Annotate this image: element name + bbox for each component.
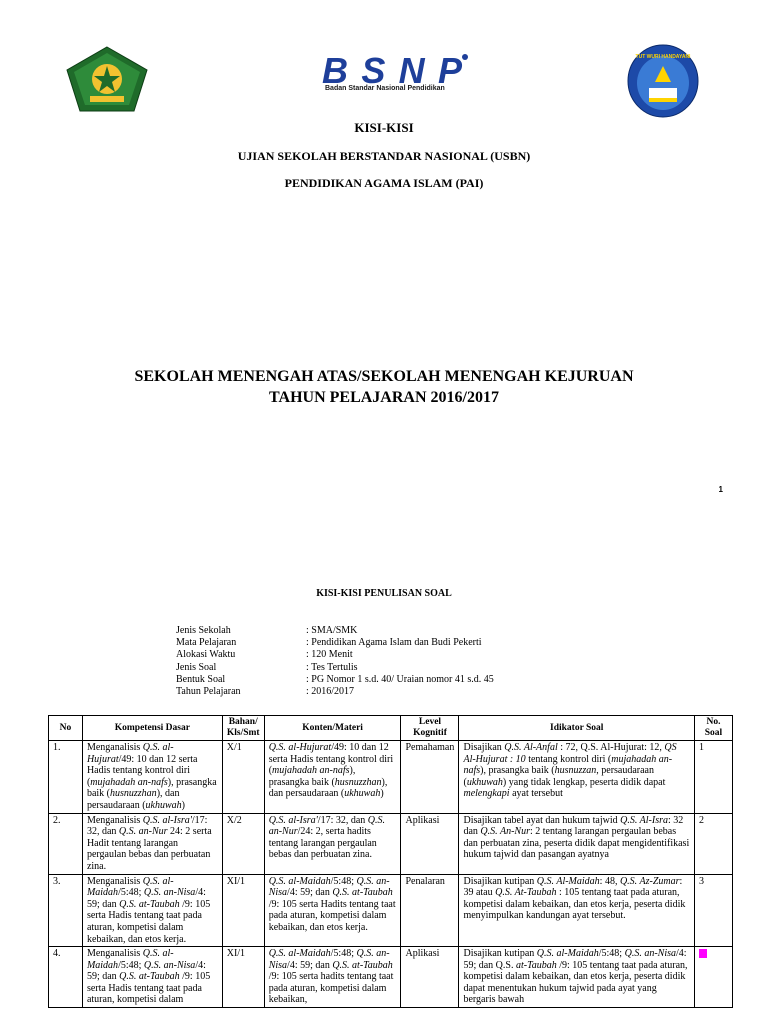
exam-info-label: Mata Pelajaran: [176, 637, 237, 649]
kemenag-logo: [66, 46, 148, 112]
column-header-level: Level Kognitif: [401, 716, 459, 741]
exam-info-row: [176, 662, 494, 674]
cell-indikator-soal: Disajikan tabel ayat dan hukum tajwid Q.S. Al-Isra: 32 dan Q.S. An-Nur: 2 tentang larangan pergaulan bebas dan perbuatan zina, peserta didik dapat mengidentifikasi hukum tajwid dan pasangan ayatnya: [459, 813, 695, 874]
table-row: [49, 741, 733, 814]
cell-no: 3.: [49, 874, 83, 947]
academic-year-title: TAHUN PELAJARAN 2016/2017: [269, 389, 499, 406]
cell-no-soal: 3: [694, 874, 732, 947]
highlight-marker: [699, 949, 707, 958]
exam-info-label: Bentuk Soal: [176, 673, 226, 685]
exam-info-value: : SMA/SMK: [306, 625, 358, 636]
exam-info-row: [176, 625, 494, 637]
cell-no: 2.: [49, 813, 83, 874]
cell-no: 4.: [49, 947, 83, 1008]
cell-kelas-semester: X/1: [222, 741, 264, 814]
cell-level-kognitif: Penalaran: [401, 874, 459, 947]
column-header-no: No: [49, 716, 83, 741]
cell-indikator-soal: Disajikan Q.S. Al-Anfal : 72, Q.S. Al-Hujurat: 12, QS Al-Hujurat : 10 tentang kontrol diri (mujahadah an-nafs), prasangka baik (husnuzzan, persaudaraan (ukhuwah) yang tidak lengkap, peserta didik dapat melengkapi ayat tersebut: [459, 741, 695, 814]
exam-info-value: : 120 Menit: [306, 649, 353, 661]
page-number: 1: [718, 485, 723, 494]
column-header-no-soal: No. Soal: [694, 716, 732, 741]
exam-info-value: : PG Nomor 1 s.d. 40/ Uraian nomor 41 s.d. 45: [306, 673, 494, 685]
doc-title-pai: PENDIDIKAN AGAMA ISLAM (PAI): [284, 176, 484, 190]
cell-konten-materi: Q.S. al-Hujurat/49: 10 dan 12 serta Hadis tentang kontrol diri (mujahadah an-nafs), prasangka baik (husnuzzhan), dan persaudaraan (ukhuwah): [264, 741, 401, 814]
exam-info-label: Jenis Sekolah: [176, 625, 231, 636]
cell-konten-materi: Q.S. al-Maidah/5:48; Q.S. an-Nisa/4: 59; dan Q.S. at-Taubah /9: 105 serta Hadits tentang taat pada aturan, kompetisi dalam kebaikan, dan etos kerja.: [264, 874, 401, 947]
cell-kompetensi-dasar: Menganalisis Q.S. al-Hujurat/49: 10 dan 12 serta Hadis tentang kontrol diri (mujahadah an-nafs), prasangka baik (husnuzzhan), dan persaudaraan (ukhuwah): [82, 741, 222, 814]
exam-info-row: [176, 686, 494, 698]
cell-no: 1.: [49, 741, 83, 814]
cell-level-kognitif: Aplikasi: [401, 947, 459, 1008]
exam-info-label: Tahun Pelajaran: [176, 686, 241, 698]
cell-level-kognitif: Aplikasi: [401, 813, 459, 874]
cell-kompetensi-dasar: Menganalisis Q.S. al-Isra'/17: 32, dan Q.S. an-Nur 24: 2 serta Hadit tentang larangan pergaulan bebas dan perbuatan zina.: [82, 813, 222, 874]
cell-konten-materi: Q.S. al-Maidah/5:48; Q.S. an-Nisa/4: 59; dan Q.S. at-Taubah /9: 105 serta hadits tentang taat pada aturan, kompetisi dalam kebaikan,: [264, 947, 401, 1008]
cell-kelas-semester: X/2: [222, 813, 264, 874]
cell-kelas-semester: XI/1: [222, 947, 264, 1008]
table-row: [49, 813, 733, 874]
table-body: [49, 741, 733, 1008]
doc-title-usbn: UJIAN SEKOLAH BERSTANDAR NASIONAL (USBN): [237, 149, 531, 163]
bsnp-subtitle: Badan Standar Nasional Pendidikan: [325, 85, 445, 92]
cell-level-kognitif: Pemahaman: [401, 741, 459, 814]
cell-indikator-soal: Disajikan kutipan Q.S. al-Maidah/5:48; Q.S. an-Nisa/4: 59; dan Q.S. at-Taubah /9: 105 tentang taat pada aturan, kompetisi dalam kebaikan, dan etos kerja, peserta didik dapat menentukan hukum tajwid pada ayat yang bergaris bawah: [459, 947, 695, 1008]
exam-info-row: [176, 674, 494, 686]
doc-title-kisi-kisi: KISI-KISI: [354, 120, 414, 135]
exam-info-value: : 2016/2017: [306, 686, 355, 698]
cell-kompetensi-dasar: Menganalisis Q.S. al-Maidah/5:48; Q.S. an-Nisa/4: 59; dan Q.S. at-Taubah /9: 105 serta Hadis tentang taat pada aturan, kompetisi dalam kebaikan, dan etos kerja.: [82, 874, 222, 947]
exam-info-row: [176, 649, 494, 661]
cell-no-soal: [694, 947, 732, 1008]
table-row: [49, 874, 733, 947]
column-header-kompetensi: Kompetensi Dasar: [82, 716, 222, 741]
cell-konten-materi: Q.S. al-Isra'/17: 32, dan Q.S. an-Nur/24: 2, serta hadits tentang larangan pergaulan bebas dan perbuatan zina.: [264, 813, 401, 874]
exam-info-label: Alokasi Waktu: [176, 649, 236, 661]
tut-wuri-handayani-logo: [627, 44, 699, 118]
column-header-konten: Konten/Materi: [264, 716, 401, 741]
exam-info: [176, 625, 494, 698]
exam-info-value: : Pendidikan Agama Islam dan Budi Pekerti: [306, 637, 482, 649]
exam-info-label: Jenis Soal: [176, 661, 217, 673]
cell-no-soal: 2: [694, 813, 732, 874]
cell-kompetensi-dasar: Menganalisis Q.S. al-Maidah/5:48; Q.S. an-Nisa/4: 59; dan Q.S. at-Taubah /9: 105 serta Hadis tentang taat pada aturan, kompetisi dalam: [82, 947, 222, 1008]
column-header-bahan: Bahan/ Kls/Smt: [222, 716, 264, 741]
tut-wuri-logo-text: TUT WURI HANDAYANI: [635, 54, 691, 60]
cell-kelas-semester: XI/1: [222, 874, 264, 947]
cell-indikator-soal: Disajikan kutipan Q.S. Al-Maidah: 48, Q.S. Az-Zumar: 39 atau Q.S. At-Taubah : 105 tentang taat pada aturan, kompetisi dalam kebaikan, dan etos kerja, peserta didik menyimpulkan kandungan ayat tersebut.: [459, 874, 695, 947]
table-header-row: [49, 716, 733, 741]
exam-info-row: [176, 637, 494, 649]
school-level-title: SEKOLAH MENENGAH ATAS/SEKOLAH MENENGAH KEJURUAN: [134, 368, 634, 385]
exam-info-value: : Tes Tertulis: [306, 661, 358, 673]
kisi-kisi-table: [48, 715, 733, 1008]
cell-no-soal: 1: [694, 741, 732, 814]
section-title: KISI-KISI PENULISAN SOAL: [316, 588, 452, 599]
bsnp-logo: [320, 50, 470, 100]
table-row: [49, 947, 733, 1008]
column-header-indikator: Idikator Soal: [459, 716, 695, 741]
bsnp-logo-text: BSNP: [322, 50, 462, 91]
